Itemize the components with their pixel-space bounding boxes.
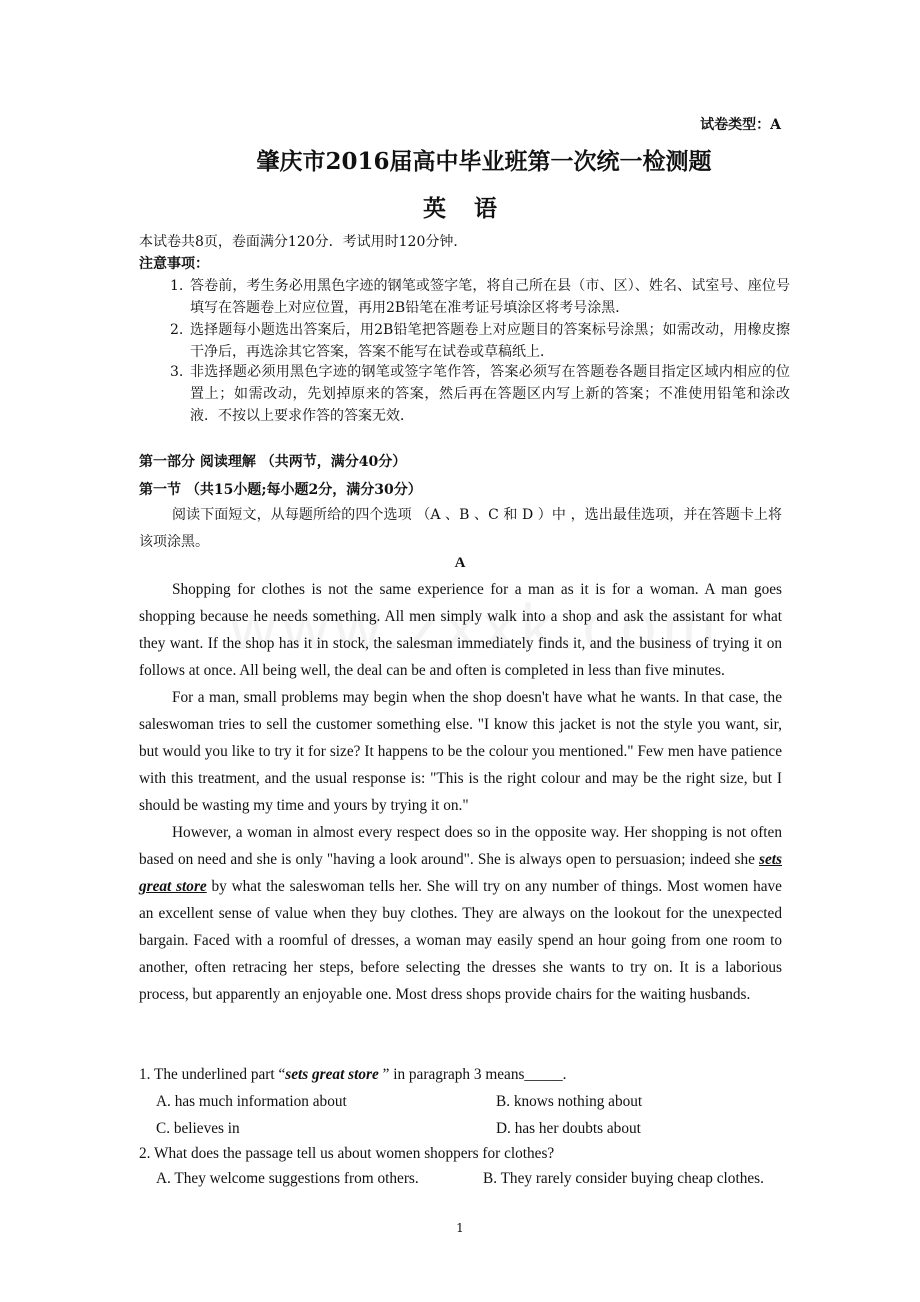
question-2-option-a: A. They welcome suggestions from others. bbox=[156, 1170, 419, 1187]
notice-item-text: 选择题每小题选出答案后，用2B铅笔把答题卷上对应题目的答案标号涂黑；如需改动，用橡皮擦干净后，再选涂其它答案，答案不能写在试卷或草稿纸上． bbox=[190, 322, 790, 360]
question-1-option-c: C. believes in bbox=[156, 1120, 240, 1137]
question-1-stem-end: ” in paragraph 3 means_____. bbox=[378, 1066, 567, 1083]
passage-label: A bbox=[454, 555, 466, 571]
question-1-option-b: B. knows nothing about bbox=[496, 1093, 643, 1110]
paper-type-label: 试卷类型：A bbox=[700, 117, 781, 133]
notice-item-3 bbox=[170, 361, 790, 427]
question-1-stem bbox=[139, 1066, 567, 1084]
page-number: 1 bbox=[456, 1221, 464, 1235]
notice-item-number: 3. bbox=[170, 364, 184, 380]
notice-heading: 注意事项： bbox=[139, 256, 209, 272]
part-one-heading: 第一部分 阅读理解 （共两节，满分40分） bbox=[139, 454, 407, 470]
question-2-option-b: B. They rarely consider buying cheap clothes. bbox=[483, 1170, 764, 1187]
underlined-phrase: sets great store bbox=[139, 851, 782, 895]
question-1-stem-start: 1. The underlined part “ bbox=[139, 1066, 286, 1083]
section-one-heading: 第一节 （共15小题;每小题2分，满分30分） bbox=[139, 482, 422, 498]
question-1-option-a: A. has much information about bbox=[156, 1093, 347, 1110]
subject-title: 英语 bbox=[423, 195, 525, 222]
paragraph-3 bbox=[139, 819, 782, 1008]
passage-a bbox=[139, 576, 782, 1008]
notice-item-1 bbox=[170, 275, 790, 319]
paragraph-2: For a man, small problems may begin when the shop doesn't have what he wants. In that case, the saleswoman tries to sell the customer something else. "I know this jacket is not the style you want, sir, but would you like to try it for size? It happens to be the colour you mentioned." Few men have patience with this treatment, and the usual response is: "This is the right colour and may be the right size, but I should be wasting my time and yours by trying it on." bbox=[139, 689, 782, 814]
reading-instruction bbox=[139, 502, 782, 556]
exam-title: 肇庆市2016届高中毕业班第一次统一检测题 bbox=[256, 148, 712, 175]
instruction-text: 阅读下面短文，从每题所给的四个选项 （A 、B 、C 和 D ）中 ，选出最佳选项，并在答题卡上将该项涂黑。 bbox=[139, 507, 782, 550]
paragraph-1: Shopping for clothes is not the same experience for a man as it is for a woman. A man goes shopping because he needs something. All men simply walk into a shop and ask the assistant for what they want. If the shop has it in stock, the salesman immediately finds it, and the business of trying it on follows at once. All being well, the deal can be and often is completed in less than five minutes. bbox=[139, 581, 782, 679]
paragraph-3-end: by what the saleswoman tells her. She will try on any number of things. Most women have an excellent sense of value when they buy clothes. They are always on the lookout for the unexpected bargain. Faced with a roomful of dresses, a woman may easily spend an hour going from one room to another, often retracing her steps, before selecting the dresses she wants to try on. It is a laborious process, but apparently an enjoyable one. Most dress shops provide chairs for the waiting husbands. bbox=[139, 878, 782, 1003]
question-2-stem: 2. What does the passage tell us about women shoppers for clothes? bbox=[139, 1145, 555, 1162]
paragraph-3-start: However, a woman in almost every respect does so in the opposite way. Her shopping is not often based on need and she is only "having a look around". She is always open to persuasion; indeed she bbox=[139, 824, 782, 868]
question-1-option-d: D. has her doubts about bbox=[496, 1120, 641, 1137]
notice-item-number: 1. bbox=[170, 278, 184, 294]
notice-item-2 bbox=[170, 319, 790, 363]
notice-item-text: 非选择题必须用黑色字迹的钢笔或签字笔作答，答案必须写在答题卷各题目指定区域内相应的位置上；如需改动，先划掉原来的答案，然后再在答题区内写上新的答案；不准使用铅笔和涂改液．不按以上要求作答的答案无效． bbox=[190, 364, 790, 424]
notice-item-number: 2. bbox=[170, 322, 184, 338]
question-1-phrase: sets great store bbox=[285, 1066, 379, 1083]
notice-item-text: 答卷前，考生务必用黑色字迹的钢笔或签字笔，将自己所在县（市、区）、姓名、试室号、座位号填写在答题卷上对应位置，再用2B铅笔在准考证号填涂区将考号涂黑． bbox=[190, 278, 790, 316]
exam-intro: 本试卷共8页，卷面满分120分．考试用时120分钟． bbox=[139, 234, 468, 250]
